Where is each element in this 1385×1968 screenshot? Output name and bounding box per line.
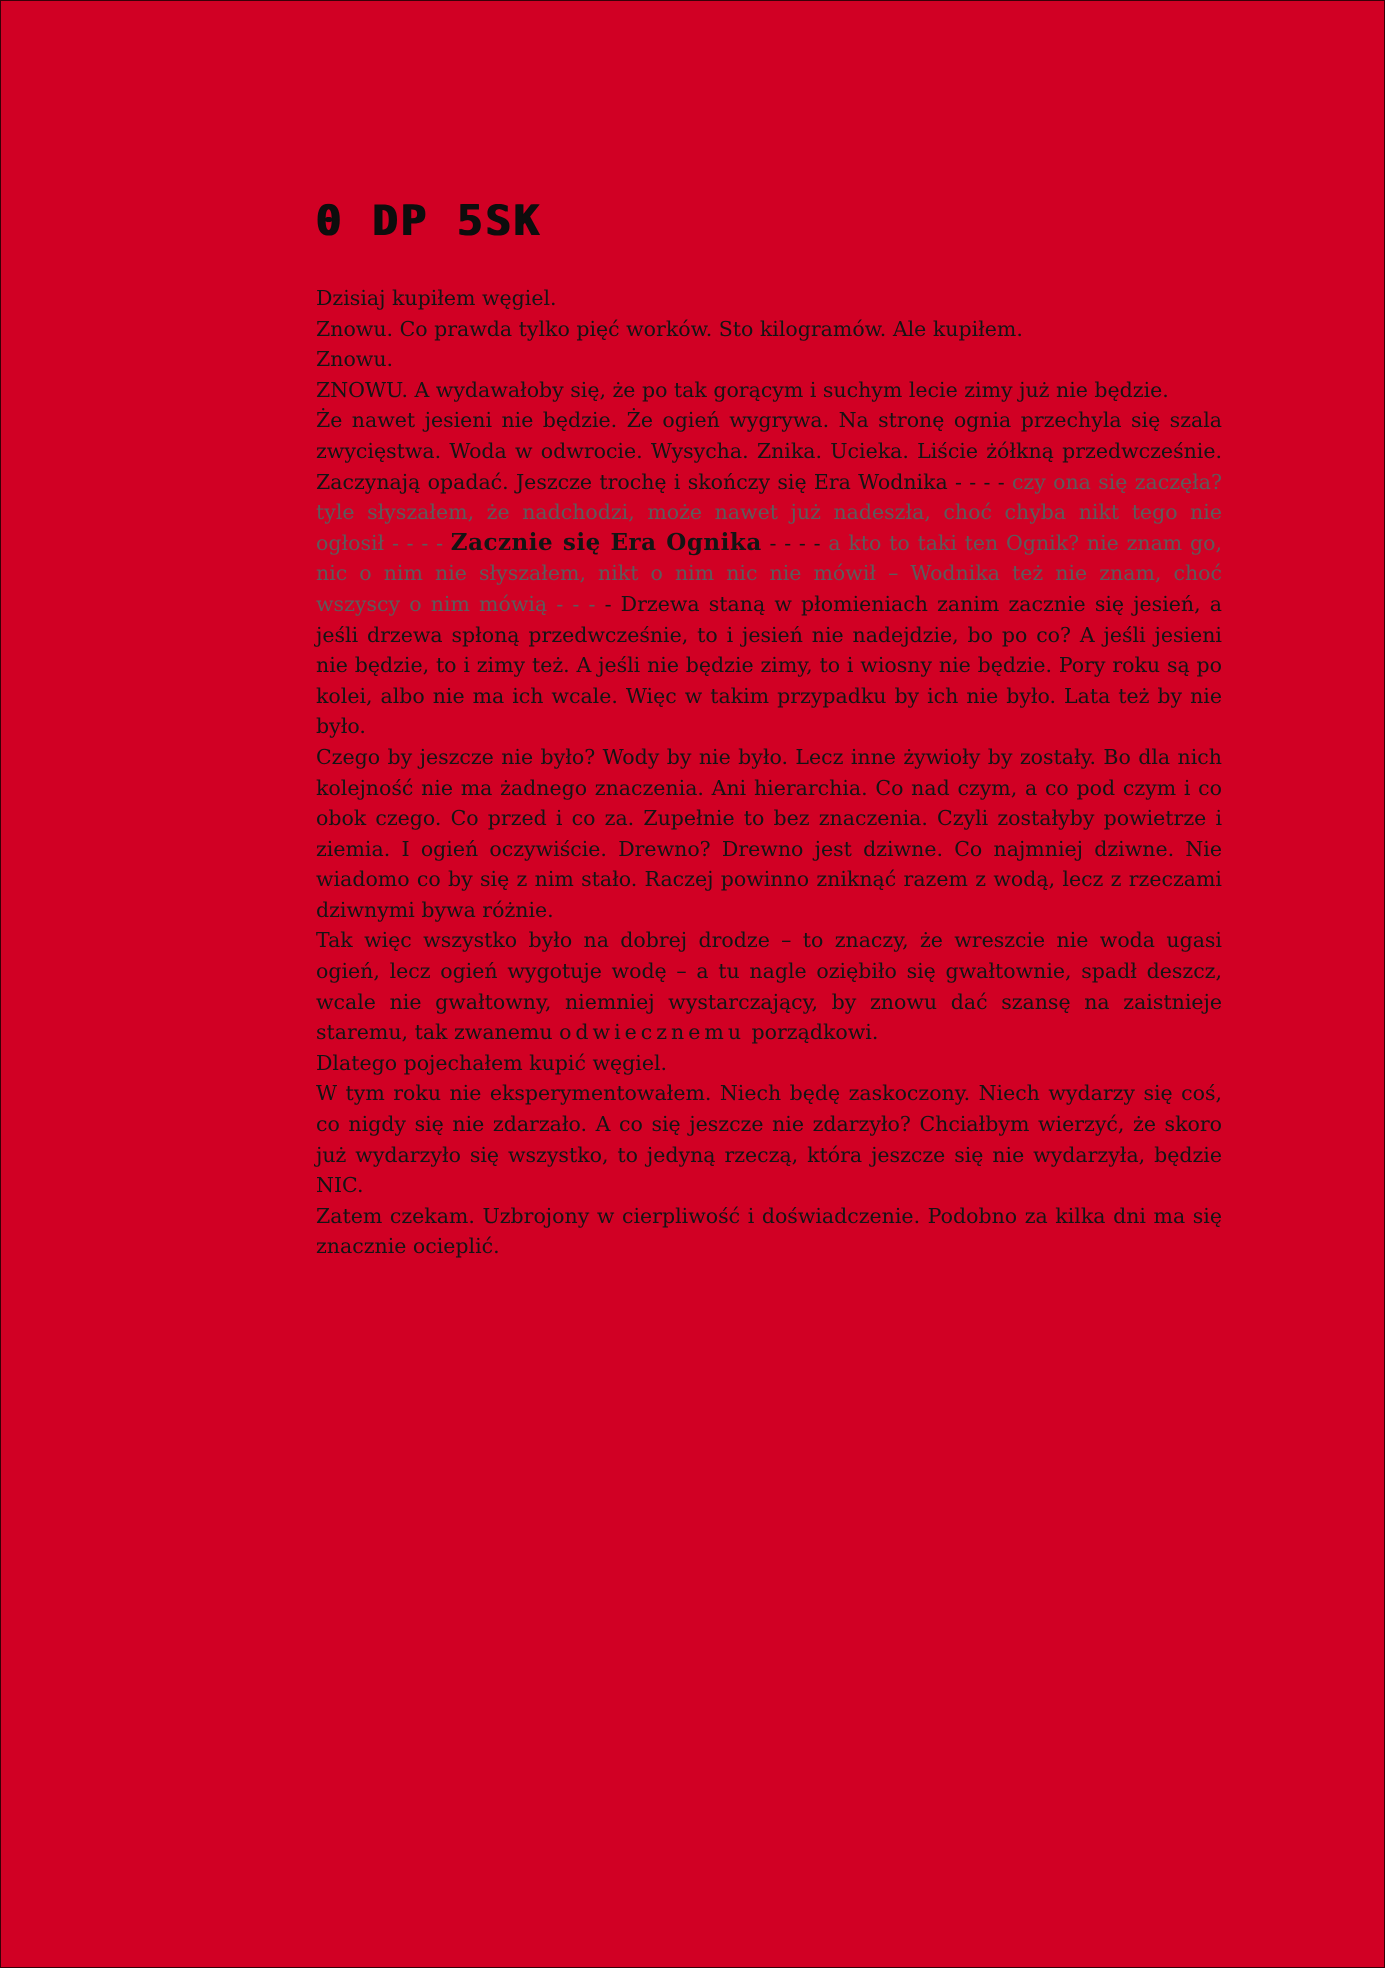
paragraph-5 bbox=[316, 405, 1222, 742]
paragraph-8: Dlatego pojechałem kupić węgiel. bbox=[316, 1050, 668, 1075]
paragraph-7 bbox=[316, 925, 1222, 1047]
paragraph-5-aside-1: czy ona się zaczęła? tyle słyszałem, że nadchodzi, może nawet już nadeszła, choć chyba nikt tego nie ogłosił - - - - bbox=[316, 469, 1222, 555]
article bbox=[316, 197, 1222, 1262]
paragraph-7-text-a: Tak więc wszystko było na dobrej drodze – to znaczy, że wreszcie nie woda ugasi ogień, lecz ogień wygotuje wodę – a tu nagle oziębiło się gwałtownie, spadł deszcz, wcale nie gwałtowny, niemniej wystarczający, by znowu dać szansę na zaistnieje staremu, tak zwanemu bbox=[316, 928, 1222, 1045]
paragraph-3: Znowu. bbox=[316, 347, 394, 372]
paragraph-6: Czego by jeszcze nie było? Wody by nie było. Lecz inne żywioły by zostały. Bo dla nich kolejność nie ma żadnego znaczenia. Ani hierarchia. Co nad czym, a co pod czym i co obok czego. Co przed i co za. Zupełnie to bez znaczenia. Czyli zostałyby powietrze i ziemia. I ogień oczywiście. Drewno? Drewno jest dziwne. Co najmniej dziwne. Nie wiadomo co by się z nim stało. Raczej powinno zniknąć razem z wodą, lecz z rzeczami dziwnymi bywa różnie. bbox=[316, 744, 1222, 922]
paragraph-7-text-b: porządkowi. bbox=[745, 1020, 879, 1045]
paragraph-5-aside-2: a kto to taki ten Ognik? nie znam go, nic o nim nie słyszałem, nikt o nim nic nie mówił – Wodnika też nie znam, choć wszyscy o nim mówią - - - bbox=[316, 530, 1222, 616]
paragraph-5-dashes: - - - - bbox=[761, 530, 829, 555]
paragraph-1: Dzisiaj kupiłem węgiel. bbox=[316, 286, 557, 310]
paragraph-7-spaced-word: odwiecznemu bbox=[559, 1020, 746, 1045]
paragraph-4: ZNOWU. A wydawałoby się, że po tak gorącym i suchym lecie zimy już nie będzie. bbox=[316, 377, 1169, 402]
paragraph-5-text-a: Że nawet jesieni nie będzie. Że ogień wygrywa. Na stronę ognia przechyla się szala zwycięstwa. Woda w odwrocie. Wysycha. Znika. Ucieka. Liście żółkną przedwcześnie. Zaczynają opadać. Jeszcze trochę i skończy się Era Wodnika - - - - bbox=[316, 408, 1222, 494]
paragraph-5-text-b: - Drzewa staną w płomieniach zanim zacznie się jesień, a jeśli drzewa spłoną przedwcześnie, to i jesień nie nadejdzie, bo po co? A jeśli jesieni nie będzie, to i zimy też. A jeśli nie będzie zimy, to i wiosny nie będzie. Pory roku są po kolei, albo nie ma ich wcale. Więc w takim przypadku by ich nie było. Lata też by nie było. bbox=[316, 591, 1222, 739]
page-title: 0 DP 5SK bbox=[316, 196, 543, 245]
paragraph-9: W tym roku nie eksperymentowałem. Niech będę zaskoczony. Niech wydarzy się coś, co nigdy się nie zdarzało. A co się jeszcze nie zdarzyło? Chciałbym wierzyć, że skoro już wydarzyło się wszystko, to jedyną rzeczą, która jeszcze się nie wydarzyła, będzie NIC. bbox=[316, 1081, 1222, 1198]
paragraph-10: Zatem czekam. Uzbrojony w cierpliwość i doświadczenie. Podobno za kilka dni ma się znacznie ocieplić. bbox=[316, 1203, 1222, 1259]
paragraph-2: Znowu. Co prawda tylko pięć worków. Sto kilogramów. Ale kupiłem. bbox=[316, 316, 1023, 341]
paragraph-5-emphasis: Zacznie się Era Ognika bbox=[450, 528, 762, 556]
